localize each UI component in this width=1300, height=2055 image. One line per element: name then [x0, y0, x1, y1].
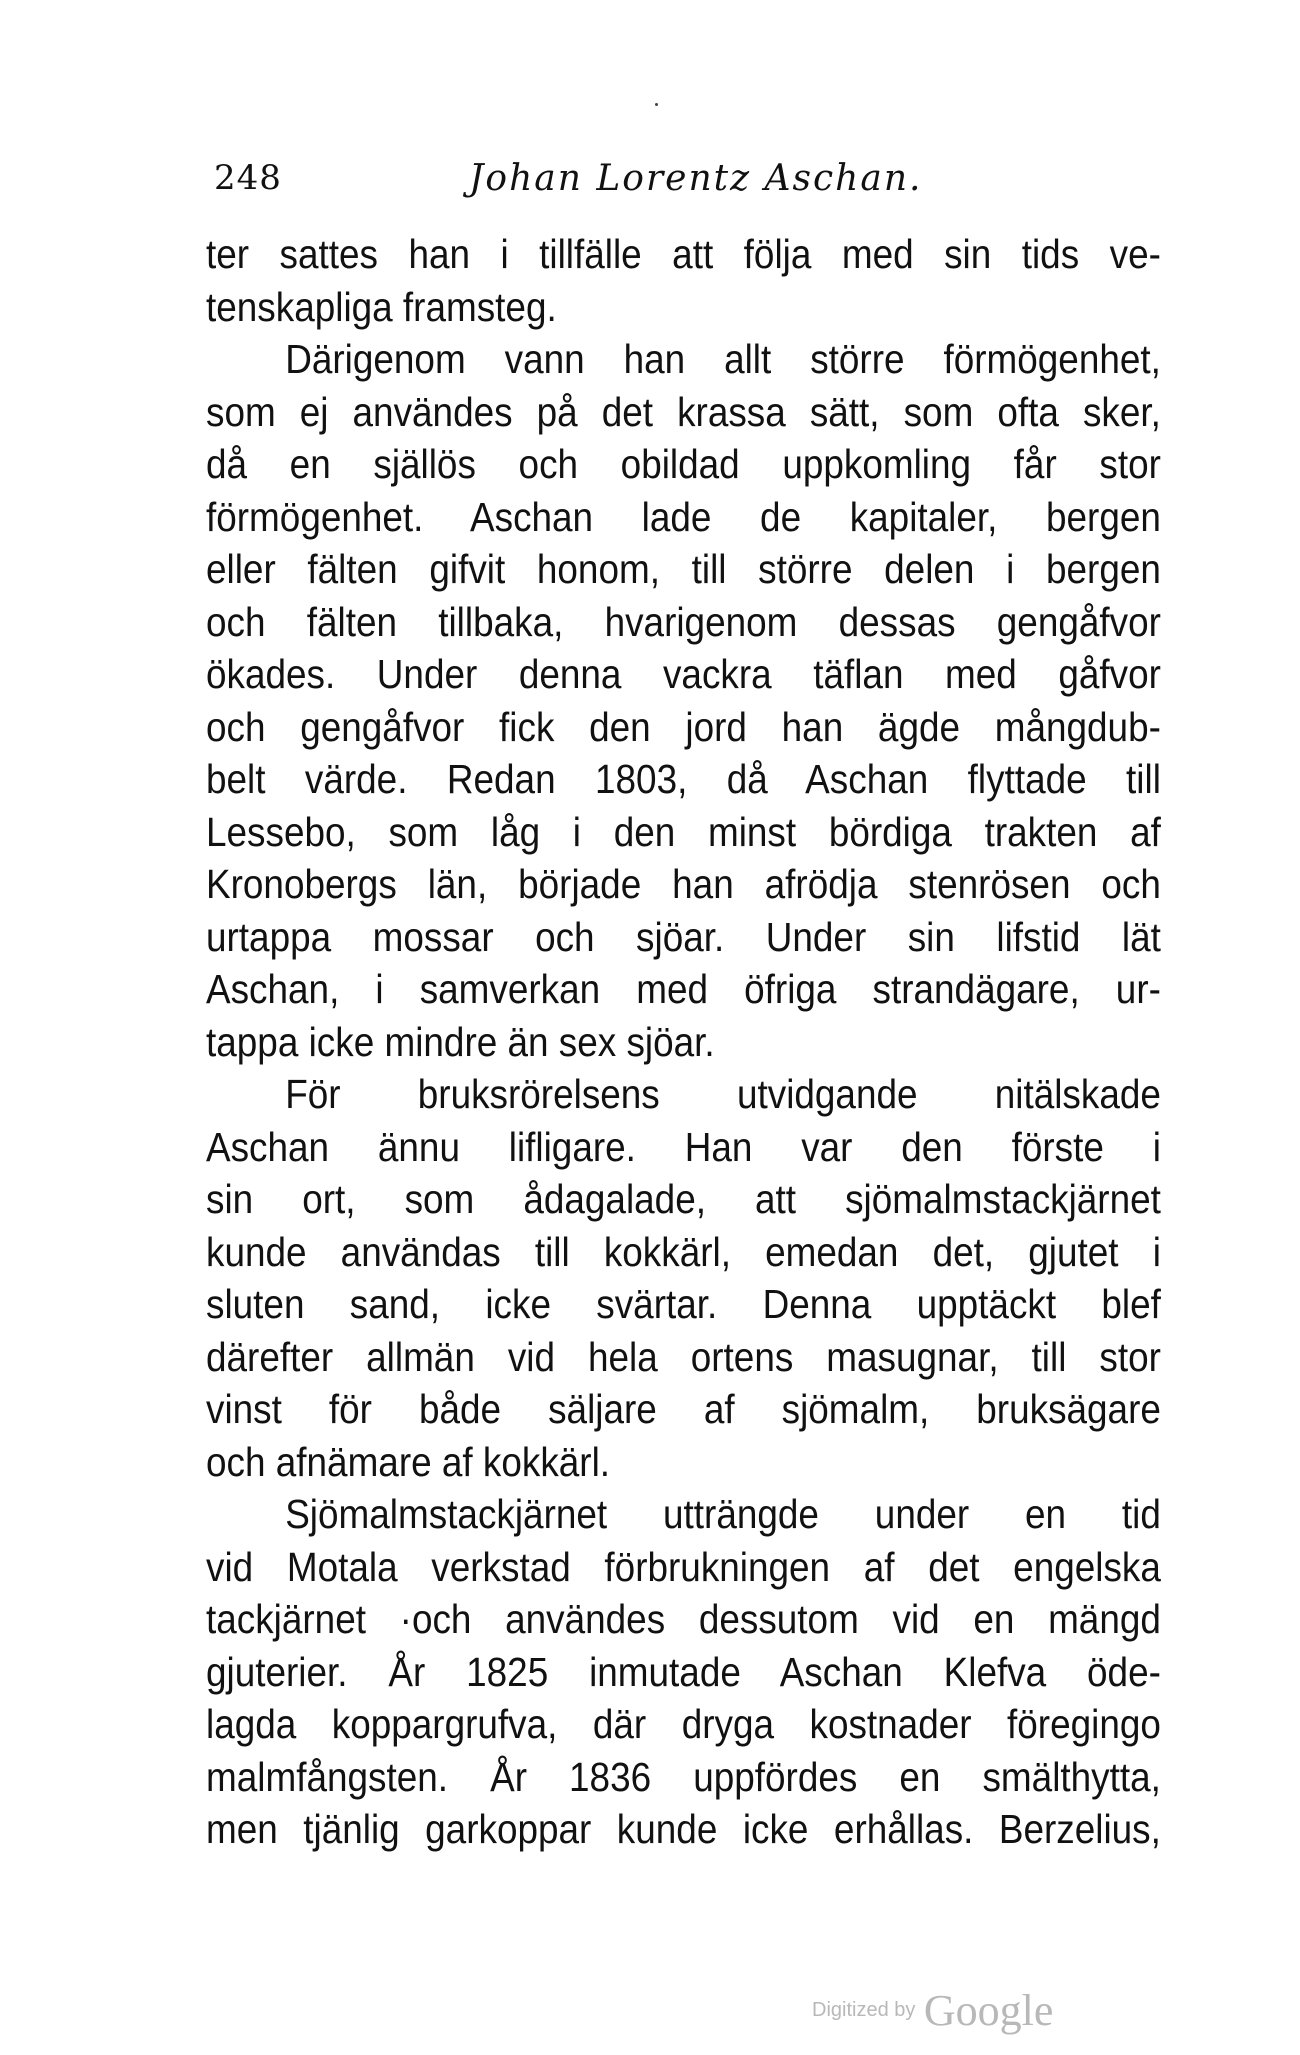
- text-line: och gengåfvor fick den jord han ägde mångdub-: [206, 703, 1161, 750]
- text-line: därefter allmän vid hela ortens masugnar, till stor: [206, 1333, 1161, 1380]
- text-line: tappa icke mindre än sex sjöar.: [206, 1018, 715, 1065]
- page-number: 248: [214, 158, 282, 198]
- text-line: Aschan ännu lifligare. Han var den förste i: [206, 1123, 1161, 1170]
- text-line: vinst för både säljare af sjömalm, bruksägare: [206, 1386, 1161, 1432]
- text-line: ökades. Under denna vackra täflan med gåfvor: [206, 651, 1161, 697]
- text-line: För bruksrörelsens utvidgande nitälskade: [285, 1071, 1161, 1117]
- text-line: Aschan, i samverkan med öfriga strandägare, ur-: [206, 966, 1161, 1012]
- text-line: tenskapliga framsteg.: [206, 283, 557, 330]
- watermark-brand-logo: Google: [923, 1986, 1054, 2035]
- text-line: Lessebo, som låg i den minst bördiga trakten af: [206, 808, 1161, 855]
- text-line: och afnämare af kokkärl.: [206, 1438, 611, 1485]
- watermark-digitized-text: Digitized by: [812, 1999, 916, 2021]
- body-text: [206, 228, 1161, 1856]
- text-line: men tjänlig garkoppar kunde icke erhållas. Berzelius,: [206, 1806, 1161, 1852]
- text-line: belt värde. Redan 1803, då Aschan flyttade till: [206, 756, 1161, 802]
- text-line: ter sattes han i tillfälle att följa med sin tids ve-: [206, 231, 1161, 277]
- text-line: som ej användes på det krassa sätt, som ofta sker,: [206, 388, 1161, 435]
- text-line: förmögenhet. Aschan lade de kapitaler, bergen: [206, 493, 1161, 540]
- text-line: då en själlös och obildad uppkomling får stor: [206, 441, 1161, 487]
- text-line: eller fälten gifvit honom, till större delen i bergen: [206, 546, 1161, 592]
- text-line: kunde användas till kokkärl, emedan det, gjutet i: [206, 1228, 1161, 1275]
- text-line: tackjärnet ·och användes dessutom vid en mängd: [206, 1596, 1161, 1642]
- text-line: gjuterier. År 1825 inmutade Aschan Klefva öde-: [206, 1648, 1161, 1695]
- text-line: lagda koppargrufva, där dryga kostnader föregingo: [206, 1701, 1161, 1747]
- text-line: Kronobergs län, började han afrödja stenrösen och: [206, 861, 1161, 907]
- text-line: urtappa mossar och sjöar. Under sin lifstid lät: [206, 913, 1161, 960]
- text-line: vid Motala verkstad förbrukningen af det engelska: [206, 1543, 1161, 1590]
- digitized-watermark: [812, 1985, 1053, 2036]
- text-line: Därigenom vann han allt större förmögenhet,: [285, 336, 1161, 382]
- running-title: Johan Lorentz Aschan.: [469, 158, 923, 199]
- text-line: och fälten tillbaka, hvarigenom dessas gengåfvor: [206, 598, 1161, 645]
- text-line: sluten sand, icke svärtar. Denna upptäckt blef: [206, 1281, 1161, 1327]
- print-speck: [655, 103, 658, 106]
- page-header: [214, 158, 1154, 208]
- text-line: malmfångsten. År 1836 uppfördes en smälthytta,: [206, 1753, 1161, 1800]
- text-line: Sjömalmstackjärnet utträngde under en tid: [285, 1491, 1161, 1537]
- text-line: sin ort, som ådagalade, att sjömalmstackjärnet: [206, 1176, 1161, 1222]
